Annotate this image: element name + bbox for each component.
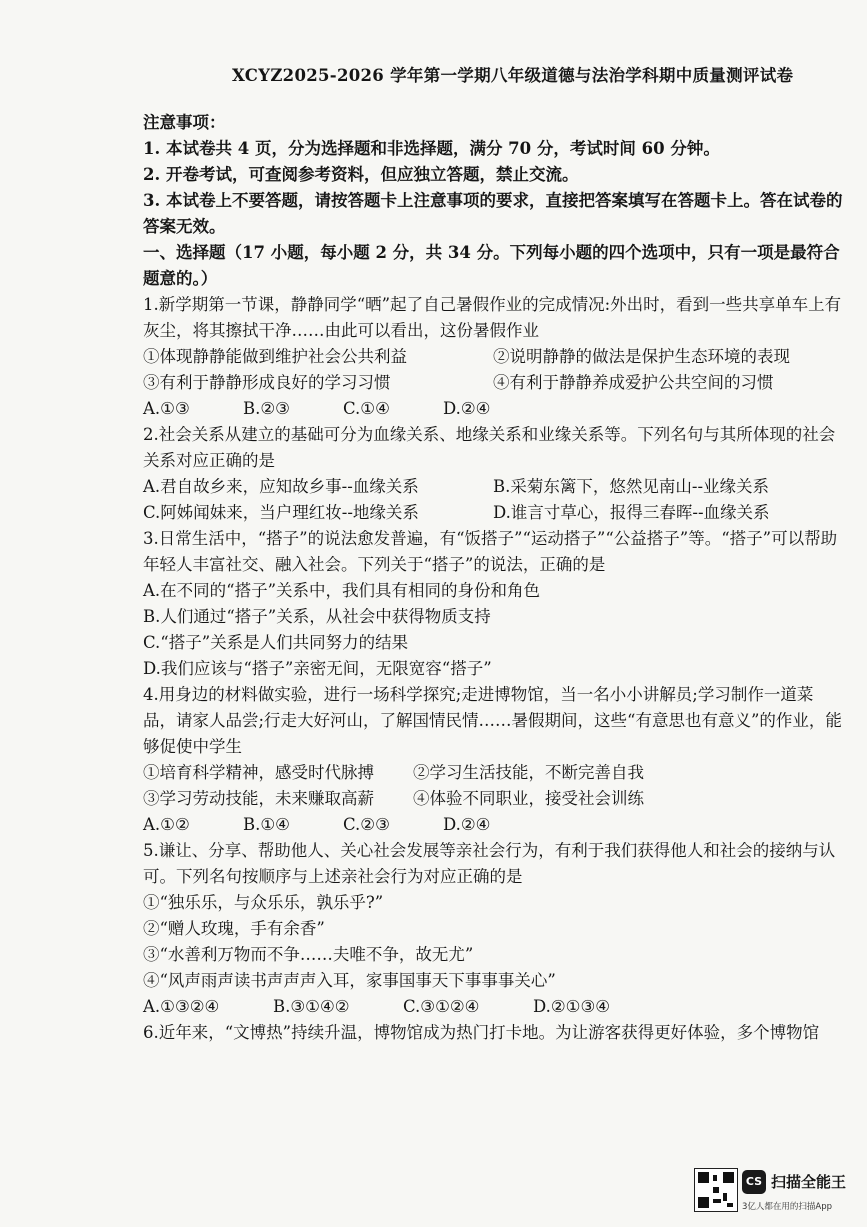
scanner-tagline: 3亿人都在用的扫描App: [742, 1202, 833, 1212]
option-b: B.采菊东篱下，悠然见南山--业缘关系: [493, 477, 770, 496]
question-items: [143, 370, 843, 396]
statement-item: ③学习劳动技能，未来赚取高薪: [143, 789, 374, 808]
option-a: A.君自故乡来，应知故乡事--血缘关系: [143, 477, 419, 496]
answer-options: [143, 396, 843, 422]
option-c: C.阿姊闻妹来，当户理红妆--地缘关系: [143, 503, 419, 522]
question-items: [143, 344, 843, 370]
option-a: A.①③②④: [143, 997, 220, 1016]
option-a: A.在不同的“搭子”关系中，我们具有相同的身份和角色: [143, 581, 541, 600]
option-d: D.谁言寸草心，报得三春晖--血缘关系: [493, 503, 770, 522]
option-b: B.②③: [243, 399, 290, 418]
statement-item: ④体验不同职业，接受社会训练: [413, 789, 644, 808]
statement-item: ②说明静静的做法是保护生态环境的表现: [493, 347, 790, 366]
option-d: D.②④: [443, 815, 491, 834]
statement-item: ②“赠人玫瑰，手有余香”: [143, 919, 325, 938]
statement-item: ③“水善利万物而不争……夫唯不争，故无尤”: [143, 945, 474, 964]
note-item: 1. 本试卷共 4 页，分为选择题和非选择题，满分 70 分，考试时间 60 分钟。: [143, 139, 720, 158]
question-stem: 3.日常生活中，“搭子”的说法愈发普遍，有“饭搭子”“运动搭子”“公益搭子”等。“搭子”可以帮助年轻人丰富社交、融入社会。下列关于“搭子”的说法，正确的是: [143, 529, 838, 574]
option-d: D.我们应该与“搭子”亲密无间，无限宽容“搭子”: [143, 659, 492, 678]
option-c: C.“搭子”关系是人们共同努力的结果: [143, 633, 409, 652]
statement-item: ③有利于静静形成良好的学习习惯: [143, 373, 391, 392]
question-stem: 2.社会关系从建立的基础可分为血缘关系、地缘关系和业缘关系等。下列名句与其所体现的社会关系对应正确的是: [143, 425, 836, 470]
exam-title: XCYZ2025-2026 学年第一学期八年级道德与法治学科期中质量测评试卷: [232, 66, 794, 85]
section-heading: 一、选择题（17 小题，每小题 2 分，共 34 分。下列每小题的四个选项中，只有一项是最符合题意的。）: [143, 243, 840, 288]
option-a: A.①③: [143, 399, 190, 418]
option-c: C.③①②④: [403, 997, 480, 1016]
question-stem: 1.新学期第一节课，静静同学“晒”起了自己暑假作业的完成情况:外出时，看到一些共享单车上有灰尘，将其擦拭干净……由此可以看出，这份暑假作业: [143, 295, 842, 340]
option-c: C.②③: [343, 815, 390, 834]
option-b: B.③①④②: [273, 997, 350, 1016]
question-stem: 4.用身边的材料做实验，进行一场科学探究;走进博物馆，当一名小小讲解员;学习制作一道菜品，请家人品尝;行走大好河山，了解国情民情……暑假期间，这些“有意思也有意义”的作业，能够促使中学生: [143, 685, 842, 756]
question-items: [143, 786, 843, 812]
option-b: B.①④: [243, 815, 290, 834]
option-d: D.②①③④: [533, 997, 611, 1016]
option-b: B.人们通过“搭子”关系，从社会中获得物质支持: [143, 607, 491, 626]
statement-item: ①体现静静能做到维护社会公共利益: [143, 347, 407, 366]
statement-item: ①“独乐乐，与众乐乐，孰乐乎?”: [143, 893, 384, 912]
exam-content: [143, 110, 843, 1046]
statement-item: ④“风声雨声读书声声声入耳，家事国事天下事事事关心”: [143, 971, 556, 990]
statement-item: ①培育科学精神，感受时代脉搏: [143, 763, 374, 782]
answer-options: [143, 994, 843, 1020]
answer-options: [143, 500, 843, 526]
option-a: A.①②: [143, 815, 190, 834]
question-stem: 5.谦让、分享、帮助他人、关心社会发展等亲社会行为，有利于我们获得他人和社会的接纳与认可。下列名句按顺序与上述亲社会行为对应正确的是: [143, 841, 836, 886]
question-items: [143, 760, 843, 786]
scanner-app-name: 扫描全能王: [771, 1173, 847, 1191]
statement-item: ②学习生活技能，不断完善自我: [413, 763, 644, 782]
qr-code-icon: [694, 1168, 738, 1212]
option-d: D.②④: [443, 399, 491, 418]
notes-heading: 注意事项：: [143, 113, 226, 132]
camscanner-logo-icon: CS: [742, 1170, 766, 1194]
statement-item: ④有利于静静养成爱护公共空间的习惯: [493, 373, 774, 392]
option-c: C.①④: [343, 399, 390, 418]
answer-options: [143, 474, 843, 500]
answer-options: [143, 812, 843, 838]
question-stem: 6.近年来，“文博热”持续升温，博物馆成为热门打卡地。为让游客获得更好体验，多个博物馆: [143, 1023, 820, 1042]
note-item: 3. 本试卷上不要答题，请按答题卡上注意事项的要求，直接把答案填写在答题卡上。答在试卷的答案无效。: [143, 191, 843, 236]
note-item: 2. 开卷考试，可查阅参考资料，但应独立答题，禁止交流。: [143, 165, 579, 184]
